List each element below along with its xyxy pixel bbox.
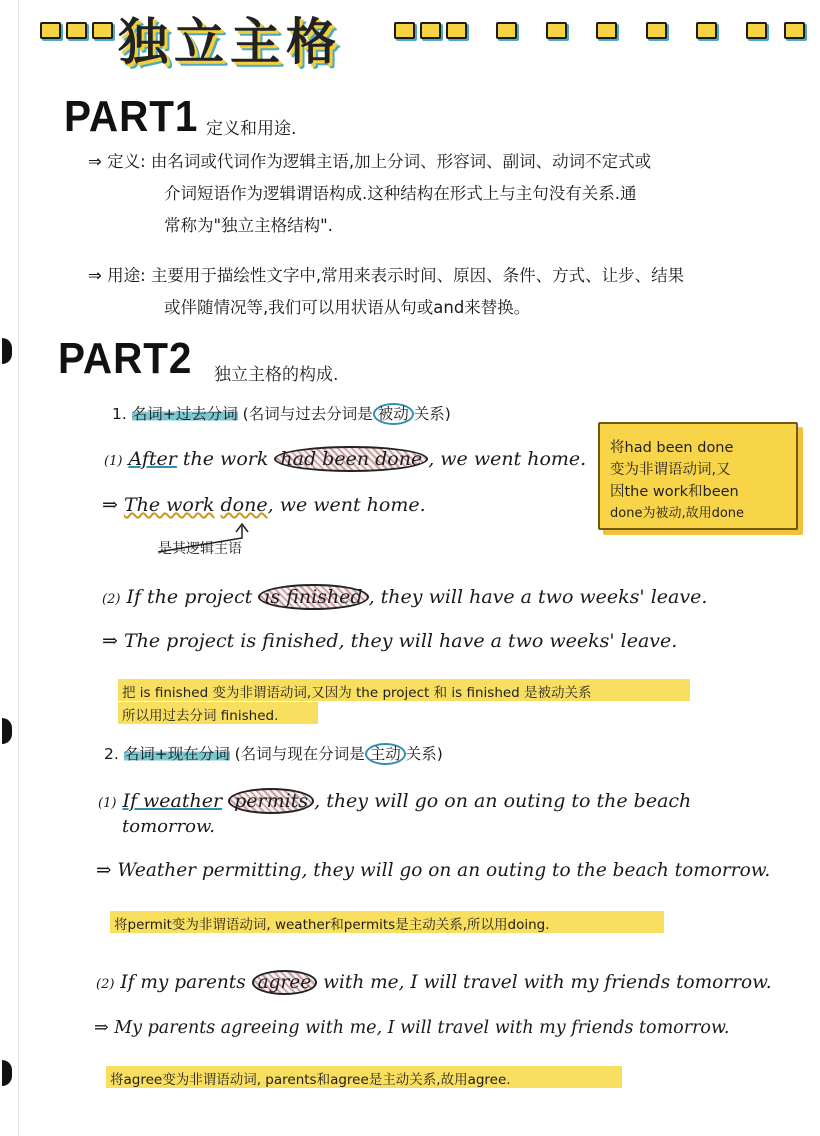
section2-header [104, 742, 443, 764]
s2-ex2-hatched: agree [252, 970, 318, 995]
section2-label: 名词+现在分词 [123, 745, 230, 763]
part2-subtitle: 独立主格的构成. [214, 365, 339, 385]
s1-ex2-tail: , they will have a two weeks' leave. [368, 586, 708, 608]
s1-rewrite-2: ⇒ The project is finished, they will have a two weeks' leave. [102, 630, 678, 652]
s1-ex1-lead: After [128, 448, 177, 470]
section1-header [112, 402, 451, 424]
definition-line-3: 常称为"独立主格结构". [164, 216, 333, 235]
s2-example-1 [98, 790, 691, 812]
s2-rewrite-1: ⇒ Weather permitting, they will go on an outing to the beach tomorrow. [96, 860, 771, 881]
usage-line-2: 或伴随情况等,我们可以用状语从句或and来替换。 [164, 298, 531, 317]
s1-rw1-tail: , we went home. [267, 494, 426, 516]
s1-ex2-note-line-2: 所以用过去分词 finished. [122, 708, 279, 724]
section1-circled-word: 被动 [373, 403, 414, 425]
side-note-line-3: 因the work和been [610, 484, 739, 500]
binding-hole-mark [2, 1060, 12, 1086]
s1-ex1-marker: (1) [104, 454, 123, 469]
s2-ex1-lead: If weather [122, 790, 223, 812]
part1-heading: PART1 [64, 92, 199, 141]
s1-rw1-verb: done [220, 494, 268, 516]
margin-rule [18, 0, 19, 1136]
s2-ex1-marker: (1) [98, 796, 117, 811]
s1-ex1-tail: , we went home. [428, 448, 587, 470]
s1-rw1-arrow: ⇒ [102, 494, 118, 516]
section1-note-after: 关系) [413, 405, 451, 423]
s1-ex2-marker: (2) [102, 592, 121, 607]
s2-ex2-lead: If my parents [120, 972, 252, 993]
section2-note-after: 关系) [405, 745, 443, 763]
s1-ex2-note-line-1: 把 is finished 变为非谓语动词,又因为 the project 和 is finished 是被动关系 [122, 685, 592, 701]
section2-number: 2. [104, 745, 119, 763]
s1-ex1-mid: the work [176, 448, 275, 470]
section1-note-before: (名词与过去分词是 [242, 405, 373, 423]
subject-note: 是其逻辑主语 [158, 541, 242, 557]
section1-label: 名词+过去分词 [131, 405, 238, 423]
section2-circled-word: 主动 [365, 743, 406, 765]
s1-rw1-subject: The work [123, 494, 215, 516]
s1-ex1-hatched: had been done [274, 446, 428, 472]
side-note-line-1: 将had been done [610, 440, 734, 456]
binding-hole-mark [2, 338, 12, 364]
s1-rewrite-1 [102, 494, 426, 516]
section2-note-before: (名词与现在分词是 [234, 745, 365, 763]
s2-rewrite-2: ⇒ My parents agreeing with me, I will travel with my friends tomorrow. [94, 1018, 730, 1038]
s2-ex2-marker: (2) [96, 977, 115, 992]
s1-example-2 [102, 586, 707, 608]
s2-example-2 [96, 972, 772, 993]
side-note-box [598, 422, 798, 530]
s1-ex2-hatched: is finished [258, 584, 368, 610]
s2-ex1-hatched: permits [228, 788, 314, 814]
part1-subtitle: 定义和用途. [206, 119, 297, 139]
part2-heading: PART2 [58, 334, 193, 383]
s1-example-1 [104, 448, 586, 470]
s2-ex1-line-2: tomorrow. [122, 816, 216, 837]
usage-line-1: ⇒ 用途: 主要用于描绘性文字中,常用来表示时间、原因、条件、方式、让步、结果 [88, 266, 685, 285]
s2-ex2-note: 将agree变为非谓语动词, parents和agree是主动关系,故用agree. [110, 1072, 511, 1088]
s2-ex1-tail: , they will go on an outing to the beach [314, 790, 692, 812]
page-title: 独立主格 [118, 13, 342, 71]
s2-ex2-tail: with me, I will travel with my friends tomorrow. [317, 972, 772, 993]
binding-hole-mark [2, 718, 12, 744]
section1-number: 1. [112, 405, 127, 423]
side-note-line-4: done为被动,故用done [610, 506, 745, 521]
s1-ex2-lead: If the project [126, 586, 259, 608]
s2-ex1-note: 将permit变为非谓语动词, weather和permits是主动关系,所以用doing. [114, 917, 550, 933]
definition-line-1: ⇒ 定义: 由名词或代词作为逻辑主语,加上分词、形容词、副词、动词不定式或 [88, 152, 652, 171]
definition-line-2: 介词短语作为逻辑谓语构成.这种结构在形式上与主句没有关系.通 [164, 184, 637, 203]
side-note-line-2: 变为非谓语动词,又 [610, 462, 731, 478]
